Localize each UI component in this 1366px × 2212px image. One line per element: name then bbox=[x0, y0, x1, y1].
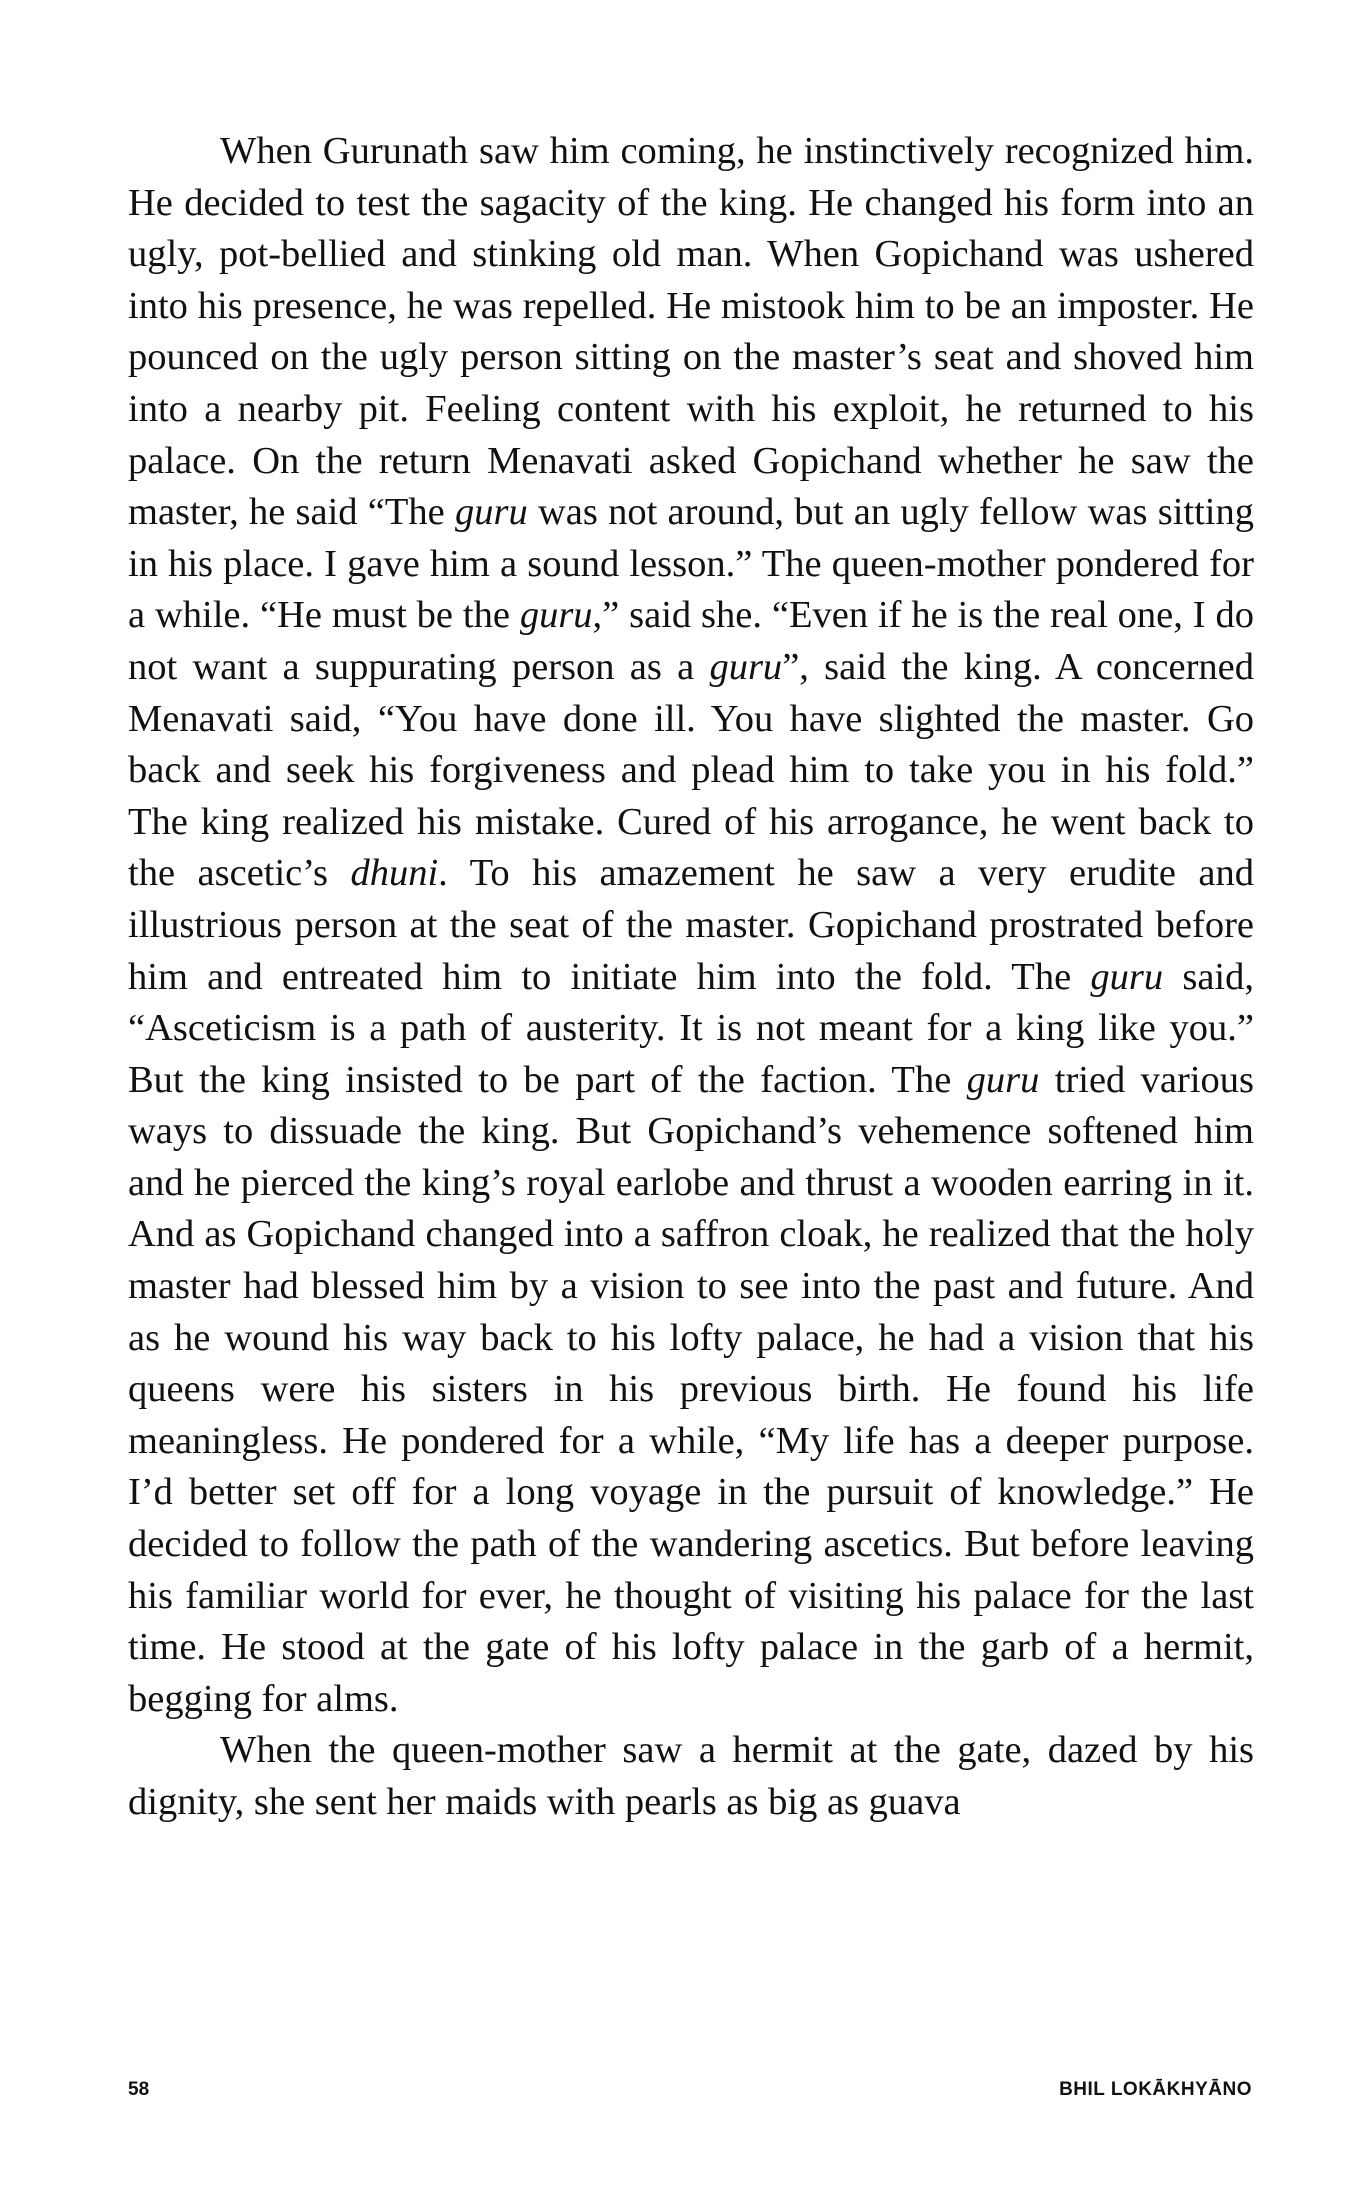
italic-term: guru bbox=[519, 594, 593, 637]
text-run: . To his amazement he saw a very erudite and illustrious person at the seat of the master. Gopichand prostrated before him and entreated him to initiate him into the fold. The bbox=[128, 852, 1254, 998]
running-footer-title: BHIL LOKĀKHYĀNO bbox=[1059, 2079, 1252, 2100]
text-run: When Gurunath saw him coming, he instinctively recognized him. He decided to test the sagacity of the king. He changed his form into an ugly, pot-bellied and stinking old man. When Gopichand was ushered into his presence, he was repelled. He mistook him to be an imposter. He pounced on the ugly person sitting on the master’s seat and shoved him into a nearby pit. Feeling content with his exploit, he returned to his palace. On the return Menavati asked Gopichand whether he saw the master, he said “The bbox=[128, 130, 1254, 534]
text-run: When the queen-mother saw a hermit at the gate, dazed by his dignity, she sent her maids with pearls as big as guava bbox=[128, 1729, 1254, 1823]
italic-term: guru bbox=[454, 491, 528, 534]
paragraph-1 bbox=[128, 126, 1254, 1725]
text-run: said, “Asceticism is a path of austerity. It is not meant for a king like you.” But the king insisted to be part of the faction. The bbox=[128, 955, 1254, 1101]
body-text bbox=[128, 126, 1254, 1829]
text-run: ”, said the king. A concerned Menavati said, “You have done ill. You have slighted the master. Go back and seek his forgiveness and plead him to take you in his fold.” The king realized his mistake. Cured of his arrogance, he went back to the ascetic’s bbox=[128, 645, 1254, 895]
italic-term: guru bbox=[709, 645, 783, 688]
italic-term: guru bbox=[966, 1058, 1040, 1101]
text-run: was not around, but an ugly fellow was sitting in his place. I gave him a sound lesson.” The queen-mother pondered for a while. “He must be the bbox=[128, 491, 1254, 637]
italic-term: guru bbox=[1090, 955, 1164, 998]
text-run: tried various ways to dissuade the king. But Gopichand’s vehemence softened him and he pierced the king’s royal earlobe and thrust a wooden earring in it. And as Gopichand changed into a saffron cloak, he realized that the holy master had blessed him by a vision to see into the past and future. And as he wound his way back to his lofty palace, he had a vision that his queens were his sisters in his previous birth. He found his life meaningless. He pondered for a while, “My life has a deeper purpose. I’d better set off for a long voyage in the pursuit of knowledge.” He decided to follow the path of the wandering ascetics. But before leaving his familiar world for ever, he thought of visiting his palace for the last time. He stood at the gate of his lofty palace in the garb of a hermit, begging for alms. bbox=[128, 1058, 1255, 1720]
paragraph-2 bbox=[128, 1725, 1254, 1828]
italic-term: dhuni bbox=[350, 852, 439, 895]
text-run: ,” said she. “Even if he is the real one, I do not want a suppurating person as a bbox=[128, 594, 1254, 688]
page-number: 58 bbox=[128, 2079, 150, 2100]
